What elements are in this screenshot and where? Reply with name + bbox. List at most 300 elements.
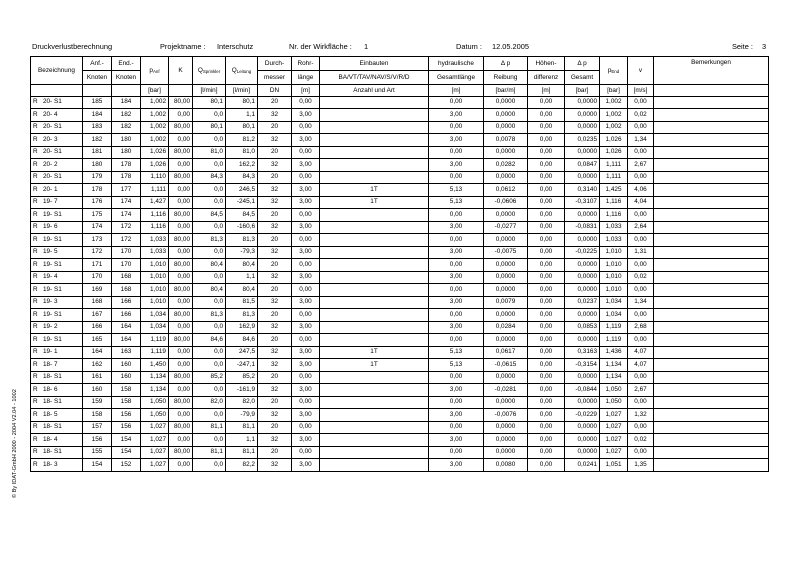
cell-v: 4,06 — [628, 184, 654, 197]
cell-q-sprinkler: 0,0 — [193, 434, 226, 447]
cell-v: 0,00 — [628, 234, 654, 247]
cell-durchmesser: 32 — [258, 109, 292, 122]
cell-anf-knoten: 161 — [83, 371, 112, 384]
cell-dp-gesamt: 0,0000 — [565, 109, 600, 122]
cell-bezeichnung: R 19- 1 — [31, 346, 83, 359]
cell-dp-reibung: -0,0606 — [484, 196, 528, 209]
cell-dp-reibung: 0,0282 — [484, 159, 528, 172]
cell-v: 0,00 — [628, 396, 654, 409]
cell-anf-knoten: 160 — [83, 384, 112, 397]
cell-rohrlaenge: 3,00 — [292, 184, 320, 197]
cell-rohrlaenge: 0,00 — [292, 334, 320, 347]
cell-rohrlaenge: 0,00 — [292, 96, 320, 109]
cell-durchmesser: 20 — [258, 396, 292, 409]
cell-einbauten — [320, 246, 429, 259]
cell-rohrlaenge: 3,00 — [292, 296, 320, 309]
cell-bezeichnung: R 20- S1 — [31, 146, 83, 159]
cell-k: 0,00 — [169, 346, 193, 359]
cell-p-anf: 1,027 — [141, 434, 169, 447]
cell-bemerkungen — [654, 196, 769, 209]
unit-durchmesser: DN — [258, 85, 292, 97]
cell-end-knoten: 164 — [112, 321, 141, 334]
cell-durchmesser: 32 — [258, 184, 292, 197]
cell-bemerkungen — [654, 346, 769, 359]
cell-p-anf: 1,026 — [141, 146, 169, 159]
cell-anf-knoten: 167 — [83, 309, 112, 322]
cell-dp-gesamt: 0,0000 — [565, 396, 600, 409]
unit-einbauten: Anzahl und Art — [320, 85, 429, 97]
cell-hoehendiff: 0,00 — [528, 246, 565, 259]
cell-durchmesser: 20 — [258, 446, 292, 459]
unit-q-sprinkler: [l/min] — [193, 85, 226, 97]
table-row — [31, 334, 769, 347]
cell-hoehendiff: 0,00 — [528, 396, 565, 409]
cell-q-sprinkler: 80,4 — [193, 259, 226, 272]
cell-einbauten — [320, 221, 429, 234]
cell-v: 1,34 — [628, 134, 654, 147]
cell-bemerkungen — [654, 409, 769, 422]
copyright-sidebar — [12, 368, 22, 498]
cell-durchmesser: 32 — [258, 321, 292, 334]
cell-k: 80,00 — [169, 121, 193, 134]
cell-k: 80,00 — [169, 371, 193, 384]
cell-gesamtlaenge: 0,00 — [429, 396, 484, 409]
cell-dp-gesamt: 0,0000 — [565, 171, 600, 184]
cell-p-anf: 1,034 — [141, 321, 169, 334]
cell-rohrlaenge: 3,00 — [292, 246, 320, 259]
report-title: Druckverlustberechnung — [32, 42, 113, 51]
cell-end-knoten: 182 — [112, 121, 141, 134]
cell-p-anf: 1,002 — [141, 96, 169, 109]
cell-gesamtlaenge: 0,00 — [429, 421, 484, 434]
cell-end-knoten: 172 — [112, 234, 141, 247]
cell-hoehendiff: 0,00 — [528, 196, 565, 209]
cell-rohrlaenge: 3,00 — [292, 359, 320, 372]
col-header-end-knoten-a: End.- — [112, 57, 141, 71]
cell-einbauten — [320, 321, 429, 334]
cell-einbauten: 1T — [320, 196, 429, 209]
cell-v: 0,02 — [628, 271, 654, 284]
col-header-rohrlaenge-a: Rohr- — [292, 57, 320, 71]
col-header-gesamtlaenge-a: hydraulische — [429, 57, 484, 71]
cell-gesamtlaenge: 3,00 — [429, 246, 484, 259]
cell-v: 0,00 — [628, 121, 654, 134]
cell-v: 1,35 — [628, 459, 654, 472]
cell-bezeichnung: R 20- 4 — [31, 109, 83, 122]
cell-einbauten — [320, 271, 429, 284]
cell-anf-knoten: 176 — [83, 196, 112, 209]
cell-dp-gesamt: 0,0000 — [565, 209, 600, 222]
cell-v: 0,00 — [628, 209, 654, 222]
table-row — [31, 196, 769, 209]
cell-hoehendiff: 0,00 — [528, 121, 565, 134]
cell-bemerkungen — [654, 221, 769, 234]
cell-rohrlaenge: 0,00 — [292, 309, 320, 322]
col-header-gesamtlaenge-b: Gesamtlänge — [429, 71, 484, 85]
cell-dp-gesamt: 0,0000 — [565, 121, 600, 134]
cell-p-end: 1,119 — [600, 321, 628, 334]
cell-q-leitung: 162,9 — [226, 321, 258, 334]
cell-q-sprinkler: 0,0 — [193, 196, 226, 209]
cell-gesamtlaenge: 3,00 — [429, 384, 484, 397]
page-label: Seite : — [732, 42, 753, 51]
cell-q-leitung: 81,2 — [226, 134, 258, 147]
table-row — [31, 184, 769, 197]
cell-p-anf: 1,027 — [141, 459, 169, 472]
cell-q-sprinkler: 81,1 — [193, 446, 226, 459]
cell-anf-knoten: 173 — [83, 234, 112, 247]
cell-bezeichnung: R 18- S1 — [31, 446, 83, 459]
cell-bezeichnung: R 20- S1 — [31, 171, 83, 184]
cell-rohrlaenge: 0,00 — [292, 234, 320, 247]
cell-dp-reibung: -0,0615 — [484, 359, 528, 372]
cell-p-end: 1,134 — [600, 359, 628, 372]
cell-bezeichnung: R 20- 1 — [31, 184, 83, 197]
cell-gesamtlaenge: 3,00 — [429, 134, 484, 147]
table-row — [31, 209, 769, 222]
col-header-anf-knoten-a: Anf.- — [83, 57, 112, 71]
cell-bemerkungen — [654, 321, 769, 334]
cell-dp-reibung: 0,0000 — [484, 271, 528, 284]
cell-gesamtlaenge: 3,00 — [429, 221, 484, 234]
cell-bezeichnung: R 20- 2 — [31, 159, 83, 172]
cell-anf-knoten: 166 — [83, 321, 112, 334]
cell-anf-knoten: 184 — [83, 109, 112, 122]
cell-einbauten — [320, 459, 429, 472]
table-row — [31, 171, 769, 184]
cell-dp-reibung: 0,0000 — [484, 109, 528, 122]
cell-dp-gesamt: 0,0847 — [565, 159, 600, 172]
cell-dp-reibung: 0,0000 — [484, 309, 528, 322]
cell-anf-knoten: 178 — [83, 184, 112, 197]
cell-gesamtlaenge: 0,00 — [429, 171, 484, 184]
cell-hoehendiff: 0,00 — [528, 321, 565, 334]
cell-bezeichnung: R 19- S1 — [31, 334, 83, 347]
cell-gesamtlaenge: 3,00 — [429, 459, 484, 472]
cell-k: 80,00 — [169, 234, 193, 247]
table-row — [31, 446, 769, 459]
cell-durchmesser: 20 — [258, 421, 292, 434]
unit-hoehendiff: [m] — [528, 85, 565, 97]
col-header-anf-knoten-b: Knoten — [83, 71, 112, 85]
project-value: Interschutz — [217, 42, 254, 51]
cell-q-sprinkler: 81,1 — [193, 421, 226, 434]
cell-v: 1,32 — [628, 409, 654, 422]
copyright-text: © By IDAT-GmbH 2000 - 2004 V2.04 - 1002 — [12, 389, 18, 498]
cell-bemerkungen — [654, 184, 769, 197]
table-row — [31, 371, 769, 384]
cell-k: 0,00 — [169, 196, 193, 209]
table-row — [31, 359, 769, 372]
cell-v: 0,00 — [628, 371, 654, 384]
cell-dp-gesamt: 0,0000 — [565, 259, 600, 272]
cell-hoehendiff: 0,00 — [528, 346, 565, 359]
table-row — [31, 309, 769, 322]
cell-bemerkungen — [654, 121, 769, 134]
cell-v: 0,02 — [628, 109, 654, 122]
cell-bemerkungen — [654, 234, 769, 247]
table-row — [31, 121, 769, 134]
cell-bemerkungen — [654, 96, 769, 109]
cell-end-knoten: 156 — [112, 409, 141, 422]
cell-durchmesser: 20 — [258, 96, 292, 109]
project-label: Projektname : — [160, 42, 206, 51]
units-row — [31, 85, 769, 97]
area-value: 1 — [364, 42, 369, 51]
cell-p-anf: 1,134 — [141, 371, 169, 384]
cell-v: 2,67 — [628, 159, 654, 172]
cell-einbauten — [320, 234, 429, 247]
cell-p-anf: 1,010 — [141, 271, 169, 284]
cell-durchmesser: 32 — [258, 459, 292, 472]
cell-q-sprinkler: 0,0 — [193, 346, 226, 359]
cell-q-leitung: -79,3 — [226, 246, 258, 259]
cell-dp-gesamt: 0,0000 — [565, 434, 600, 447]
cell-end-knoten: 152 — [112, 459, 141, 472]
cell-anf-knoten: 162 — [83, 359, 112, 372]
cell-bezeichnung: R 19- 5 — [31, 246, 83, 259]
unit-dp-gesamt: [bar] — [565, 85, 600, 97]
cell-v: 0,00 — [628, 334, 654, 347]
cell-p-end: 1,425 — [600, 184, 628, 197]
cell-p-anf: 1,116 — [141, 209, 169, 222]
col-header-end-knoten-b: Knoten — [112, 71, 141, 85]
cell-anf-knoten: 175 — [83, 209, 112, 222]
cell-p-anf: 1,050 — [141, 409, 169, 422]
cell-einbauten — [320, 259, 429, 272]
cell-einbauten — [320, 434, 429, 447]
cell-q-sprinkler: 0,0 — [193, 246, 226, 259]
cell-q-sprinkler: 0,0 — [193, 459, 226, 472]
cell-anf-knoten: 179 — [83, 171, 112, 184]
cell-einbauten — [320, 309, 429, 322]
cell-hoehendiff: 0,00 — [528, 96, 565, 109]
cell-k: 0,00 — [169, 246, 193, 259]
date-value: 12.05.2005 — [492, 42, 529, 51]
cell-gesamtlaenge: 0,00 — [429, 96, 484, 109]
table-row — [31, 321, 769, 334]
cell-p-end: 1,111 — [600, 159, 628, 172]
cell-einbauten: 1T — [320, 346, 429, 359]
cell-p-anf: 1,119 — [141, 346, 169, 359]
unit-gesamtlaenge: [m] — [429, 85, 484, 97]
cell-k: 80,00 — [169, 96, 193, 109]
table-row — [31, 346, 769, 359]
cell-bemerkungen — [654, 421, 769, 434]
cell-bemerkungen — [654, 359, 769, 372]
col-header-bezeichnung: Bezeichnung — [31, 57, 83, 85]
cell-anf-knoten: 156 — [83, 434, 112, 447]
cell-rohrlaenge: 3,00 — [292, 271, 320, 284]
cell-rohrlaenge: 3,00 — [292, 321, 320, 334]
cell-gesamtlaenge: 3,00 — [429, 109, 484, 122]
cell-durchmesser: 20 — [258, 371, 292, 384]
col-header-dp-reibung-a: Δ p — [484, 57, 528, 71]
cell-dp-reibung: 0,0078 — [484, 134, 528, 147]
cell-gesamtlaenge: 0,00 — [429, 234, 484, 247]
cell-p-anf: 1,111 — [141, 184, 169, 197]
cell-p-anf: 1,033 — [141, 234, 169, 247]
cell-gesamtlaenge: 5,13 — [429, 196, 484, 209]
cell-bezeichnung: R 18- S1 — [31, 396, 83, 409]
cell-rohrlaenge: 3,00 — [292, 221, 320, 234]
cell-hoehendiff: 0,00 — [528, 284, 565, 297]
cell-dp-gesamt: 0,0000 — [565, 371, 600, 384]
cell-v: 0,00 — [628, 259, 654, 272]
cell-end-knoten: 178 — [112, 171, 141, 184]
cell-einbauten: 1T — [320, 359, 429, 372]
col-header-rohrlaenge-b: länge — [292, 71, 320, 85]
cell-durchmesser: 32 — [258, 409, 292, 422]
col-header-p-anf: $p_{Anf}$ — [141, 57, 169, 85]
cell-dp-reibung: 0,0079 — [484, 296, 528, 309]
cell-hoehendiff: 0,00 — [528, 146, 565, 159]
cell-anf-knoten: 171 — [83, 259, 112, 272]
cell-einbauten — [320, 109, 429, 122]
cell-durchmesser: 20 — [258, 209, 292, 222]
cell-q-leitung: 1,1 — [226, 434, 258, 447]
cell-gesamtlaenge: 5,13 — [429, 184, 484, 197]
cell-hoehendiff: 0,00 — [528, 171, 565, 184]
table-row — [31, 146, 769, 159]
cell-durchmesser: 20 — [258, 309, 292, 322]
cell-dp-gesamt: -0,3154 — [565, 359, 600, 372]
cell-p-anf: 1,034 — [141, 309, 169, 322]
cell-q-sprinkler: 0,0 — [193, 296, 226, 309]
cell-hoehendiff: 0,00 — [528, 359, 565, 372]
cell-end-knoten: 158 — [112, 384, 141, 397]
cell-bezeichnung: R 19- 3 — [31, 296, 83, 309]
unit-rohrlaenge: [m] — [292, 85, 320, 97]
cell-durchmesser: 32 — [258, 296, 292, 309]
col-header-hoehendiff-a: Höhen- — [528, 57, 565, 71]
cell-p-end: 1,010 — [600, 259, 628, 272]
col-header-dp-gesamt-b: Gesamt — [565, 71, 600, 85]
cell-end-knoten: 158 — [112, 396, 141, 409]
cell-end-knoten: 160 — [112, 371, 141, 384]
cell-end-knoten: 172 — [112, 221, 141, 234]
cell-dp-reibung: 0,0000 — [484, 146, 528, 159]
cell-v: 2,67 — [628, 384, 654, 397]
cell-q-leitung: 84,3 — [226, 171, 258, 184]
cell-v: 0,00 — [628, 421, 654, 434]
cell-bezeichnung: R 19- 6 — [31, 221, 83, 234]
cell-hoehendiff: 0,00 — [528, 159, 565, 172]
cell-q-leitung: 80,1 — [226, 121, 258, 134]
cell-p-end: 1,033 — [600, 221, 628, 234]
cell-bezeichnung: R 19- 2 — [31, 321, 83, 334]
cell-hoehendiff: 0,00 — [528, 459, 565, 472]
cell-p-end: 1,026 — [600, 134, 628, 147]
cell-gesamtlaenge: 0,00 — [429, 146, 484, 159]
cell-gesamtlaenge: 3,00 — [429, 434, 484, 447]
cell-q-sprinkler: 0,0 — [193, 384, 226, 397]
cell-bemerkungen — [654, 246, 769, 259]
cell-bemerkungen — [654, 109, 769, 122]
cell-p-end: 1,116 — [600, 209, 628, 222]
cell-bezeichnung: R 19- S1 — [31, 209, 83, 222]
cell-rohrlaenge: 3,00 — [292, 459, 320, 472]
cell-bemerkungen — [654, 134, 769, 147]
unit-p-anf: [bar] — [141, 85, 169, 97]
cell-bemerkungen — [654, 296, 769, 309]
cell-v: 2,64 — [628, 221, 654, 234]
cell-dp-reibung: 0,0000 — [484, 234, 528, 247]
cell-q-leitung: -161,9 — [226, 384, 258, 397]
cell-v: 0,02 — [628, 434, 654, 447]
cell-p-anf: 1,010 — [141, 296, 169, 309]
cell-q-sprinkler: 0,0 — [193, 321, 226, 334]
cell-bezeichnung: R 18- 7 — [31, 359, 83, 372]
cell-hoehendiff: 0,00 — [528, 134, 565, 147]
cell-dp-reibung: -0,0281 — [484, 384, 528, 397]
cell-end-knoten: 168 — [112, 271, 141, 284]
cell-p-end: 1,010 — [600, 284, 628, 297]
cell-q-sprinkler: 0,0 — [193, 221, 226, 234]
cell-q-sprinkler: 80,4 — [193, 284, 226, 297]
cell-rohrlaenge: 3,00 — [292, 134, 320, 147]
cell-rohrlaenge: 0,00 — [292, 209, 320, 222]
table-row — [31, 221, 769, 234]
cell-dp-gesamt: -0,0229 — [565, 409, 600, 422]
cell-q-leitung: 162,2 — [226, 159, 258, 172]
cell-rohrlaenge: 0,00 — [292, 371, 320, 384]
cell-k: 0,00 — [169, 221, 193, 234]
cell-bemerkungen — [654, 309, 769, 322]
col-header-durchmesser-a: Durch- — [258, 57, 292, 71]
table-row — [31, 134, 769, 147]
cell-bezeichnung: R 18- 3 — [31, 459, 83, 472]
cell-dp-gesamt: 0,0000 — [565, 334, 600, 347]
cell-end-knoten: 166 — [112, 296, 141, 309]
cell-gesamtlaenge: 0,00 — [429, 446, 484, 459]
cell-durchmesser: 32 — [258, 246, 292, 259]
cell-dp-reibung: 0,0000 — [484, 334, 528, 347]
cell-bemerkungen — [654, 284, 769, 297]
cell-end-knoten: 163 — [112, 346, 141, 359]
cell-einbauten — [320, 384, 429, 397]
table-row — [31, 409, 769, 422]
cell-end-knoten: 168 — [112, 284, 141, 297]
cell-dp-gesamt: 0,3140 — [565, 184, 600, 197]
unit-q-leitung: [l/min] — [226, 85, 258, 97]
cell-q-sprinkler: 81,3 — [193, 234, 226, 247]
cell-k: 0,00 — [169, 321, 193, 334]
cell-q-sprinkler: 0,0 — [193, 409, 226, 422]
cell-end-knoten: 156 — [112, 421, 141, 434]
cell-dp-gesamt: 0,0000 — [565, 271, 600, 284]
cell-q-sprinkler: 0,0 — [193, 159, 226, 172]
cell-p-end: 1,051 — [600, 459, 628, 472]
cell-durchmesser: 32 — [258, 221, 292, 234]
cell-hoehendiff: 0,00 — [528, 384, 565, 397]
cell-bezeichnung: R 18- 5 — [31, 409, 83, 422]
cell-einbauten — [320, 96, 429, 109]
cell-k: 0,00 — [169, 184, 193, 197]
cell-durchmesser: 20 — [258, 171, 292, 184]
cell-dp-gesamt: -0,0831 — [565, 221, 600, 234]
cell-einbauten — [320, 284, 429, 297]
table-row — [31, 159, 769, 172]
cell-durchmesser: 20 — [258, 334, 292, 347]
cell-rohrlaenge: 0,00 — [292, 284, 320, 297]
cell-q-leitung: 80,4 — [226, 259, 258, 272]
cell-k: 0,00 — [169, 384, 193, 397]
cell-anf-knoten: 158 — [83, 409, 112, 422]
cell-p-anf: 1,027 — [141, 421, 169, 434]
cell-p-anf: 1,119 — [141, 334, 169, 347]
cell-q-leitung: 80,4 — [226, 284, 258, 297]
